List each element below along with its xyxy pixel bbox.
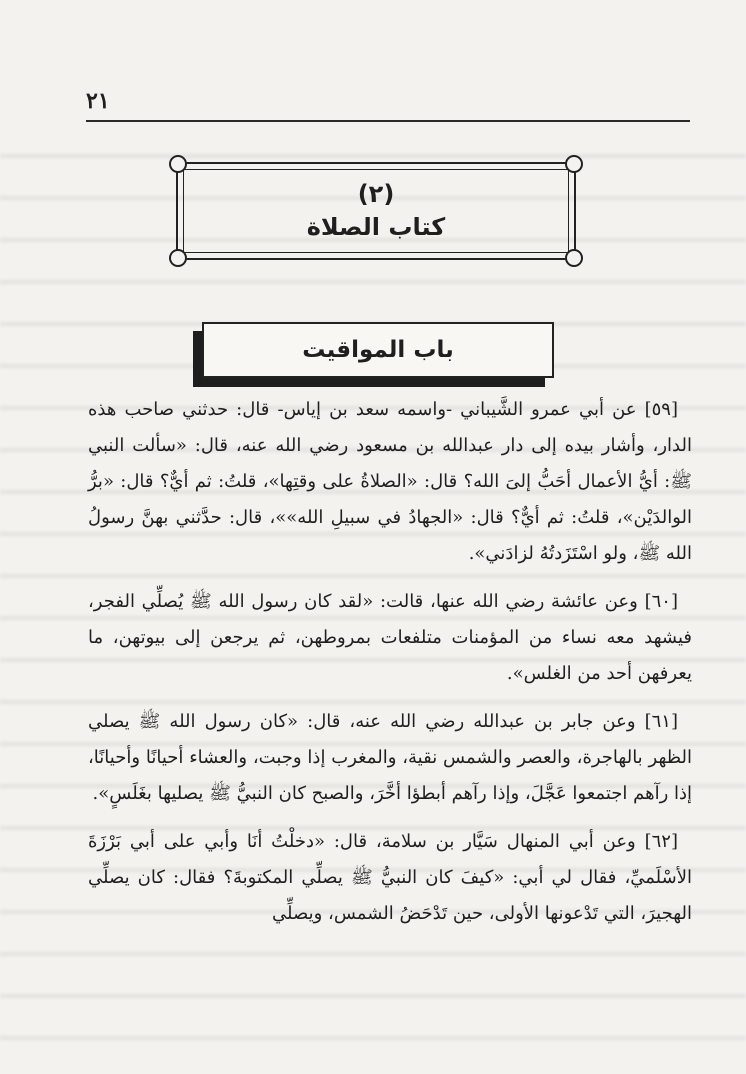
frame-corner-ornament xyxy=(565,155,583,173)
section-heading-box xyxy=(202,322,554,378)
hadith-paragraph: [٦٢] وعن أبي المنهال سَيَّار بن سلامة، قال: «دخلْتُ أنَا وأبي على أبي بَرْزَةَ الأسْلَميِّ، فقال لي أبي: «كيفَ كان النبيُّ ﷺ يصلِّي المكتوبةَ؟ فقال: كان يصلِّي الهجيرَ، التي تَدْعونها الأولى، حين تَدْحَضُ الشمس، ويصلِّي xyxy=(88,831,692,924)
hadith-paragraph: [٥٩] عن أبي عمرو الشَّيباني -واسمه سعد بن إياس- قال: حدثني صاحب هذه الدار، وأشار بيده إلى دار عبدالله بن مسعود رضي الله عنه، قال: «سألت النبي ﷺ: أيُّ الأعمال أحَبُّ إلىَ الله؟ قال: «الصلاةُ على وقتِها»، قلتُ: ثم أيٌّ؟ قال: «برُّ الوالدَيْن»، قلتُ: ثم أيٌّ؟ قال: «الجهادُ في سبيلِ الله»»، قال: حدَّثني بهنَّ رسولُ الله ﷺ، ولو اسْتَزَدتُهُ لزادَني». xyxy=(88,399,692,564)
chapter-title-inner xyxy=(183,169,569,253)
hadith-paragraph: [٦١] وعن جابر بن عبدالله رضي الله عنه، قال: «كان رسول الله ﷺ يصلي الظهر بالهاجرة، والعصر والشمس نقية، والمغرب إذا وجبت، والعشاء أحيانًا وأحيانًا، إذا رآهم اجتمعوا عَجَّلَ، وإذا رآهم أبطؤا أخَّرَ، والصبح كان النبيُّ ﷺ يصليها بغَلَسٍ». xyxy=(88,711,692,804)
frame-corner-ornament xyxy=(565,249,583,267)
chapter-title: كتاب الصلاة xyxy=(306,213,446,241)
hadith-body xyxy=(88,392,692,944)
header-rule xyxy=(86,120,690,122)
page-number: ٢١ xyxy=(86,88,110,114)
chapter-number: (٢) xyxy=(357,180,395,208)
frame-corner-ornament xyxy=(169,249,187,267)
section-title: باب المواقيت xyxy=(302,337,454,363)
frame-corner-ornament xyxy=(169,155,187,173)
chapter-title-frame xyxy=(176,162,576,260)
hadith-paragraph: [٦٠] وعن عائشة رضي الله عنها، قالت: «لقد كان رسول الله ﷺ يُصلِّي الفجر، فيشهد معه نساء من المؤمنات متلفعات بمروطهن، ثم يرجعن إلى بيوتهن، ما يعرفهن أحد من الغلس». xyxy=(88,591,692,684)
